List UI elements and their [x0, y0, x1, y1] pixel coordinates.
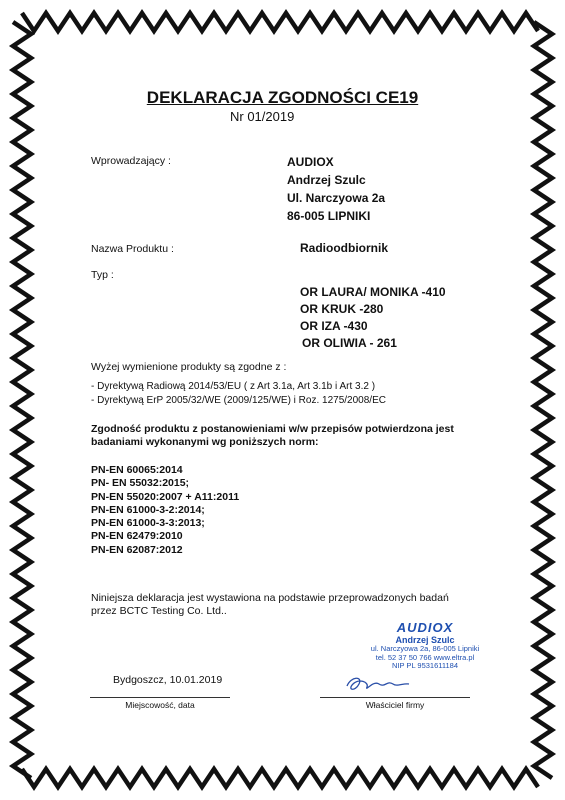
- conformity-statement: [91, 423, 454, 449]
- norm-item: PN-EN 60065:2014: [91, 464, 183, 476]
- importer-line: 86-005 LIPNIKI: [287, 209, 371, 223]
- importer-line: AUDIOX: [287, 155, 334, 169]
- norm-item: PN-EN 62087:2012: [91, 543, 183, 556]
- norm-item: PN-EN 61000-3-3:2013;: [91, 517, 205, 530]
- stamp-logo: AUDIOX: [396, 620, 454, 635]
- norm-item: PN- EN 55032:2015;: [91, 477, 190, 490]
- product-label: Nazwa Produktu :: [91, 243, 174, 255]
- declaration-basis: [91, 592, 449, 618]
- product-name: Radioodbiornik: [300, 241, 388, 255]
- norm-list: [91, 464, 239, 557]
- type-item: OR OLIWIA - 261: [302, 336, 397, 350]
- type-list: [300, 284, 446, 352]
- conformity-line: Zgodność produktu z postanowieniami w/w przepisów potwierdzona jest: [91, 423, 454, 435]
- type-item: OR LAURA/ MONIKA -410: [300, 285, 446, 299]
- norm-item: PN-EN 61000-3-2:2014;: [91, 503, 205, 516]
- compliance-intro: Wyżej wymienione produkty są zgodne z :: [91, 361, 287, 373]
- importer-block: [287, 153, 385, 225]
- declaration-line: Niniejsza deklaracja jest wystawiona na podstawie przeprowadzonych badań: [91, 592, 449, 604]
- place-date-line: [90, 697, 230, 698]
- importer-line: Ul. Narczyowa 2a: [287, 191, 386, 205]
- conformity-line: badaniami wykonanymi wg poniższych norm:: [91, 436, 319, 448]
- stamp-address: ul. Narczyowa 2a, 86-005 Lipniki: [370, 644, 480, 653]
- importer-label: Wprowadzający :: [91, 155, 171, 167]
- importer-line: Andrzej Szulc: [287, 173, 366, 187]
- document-title: DEKLARACJA ZGODNOŚCI CE19: [146, 88, 419, 107]
- document-number: Nr 01/2019: [230, 109, 295, 124]
- type-item: OR IZA -430: [300, 319, 368, 333]
- signature-icon: [343, 672, 413, 696]
- norm-item: PN-EN 55020:2007 + A11:2011: [91, 490, 240, 503]
- norm-item: PN-EN 62479:2010: [91, 530, 183, 543]
- type-label: Typ :: [91, 269, 114, 281]
- type-item: OR KRUK -280: [300, 302, 384, 316]
- signature-line: [320, 697, 470, 698]
- stamp-nip: NIP PL 9531611184: [391, 661, 459, 670]
- stamp-phone: tel. 52 37 50 766 www.eltra.pl: [375, 652, 475, 662]
- stamp-name: Andrzej Szulc: [395, 635, 455, 645]
- declaration-line: przez BCTC Testing Co. Ltd..: [91, 605, 227, 617]
- place-date: Bydgoszcz, 10.01.2019: [113, 674, 223, 686]
- directive-list: [91, 380, 386, 408]
- directive-item: - Dyrektywą Radiową 2014/53/EU ( z Art 3.1a, Art 3.1b i Art 3.2 ): [91, 381, 376, 392]
- directive-item: - Dyrektywą ErP 2005/32/WE (2009/125/WE) i Roz. 1275/2008/EC: [91, 395, 386, 406]
- company-stamp: [352, 620, 498, 671]
- place-date-caption: Miejscowość, data: [125, 700, 195, 710]
- owner-caption: Właściciel firmy: [365, 700, 425, 710]
